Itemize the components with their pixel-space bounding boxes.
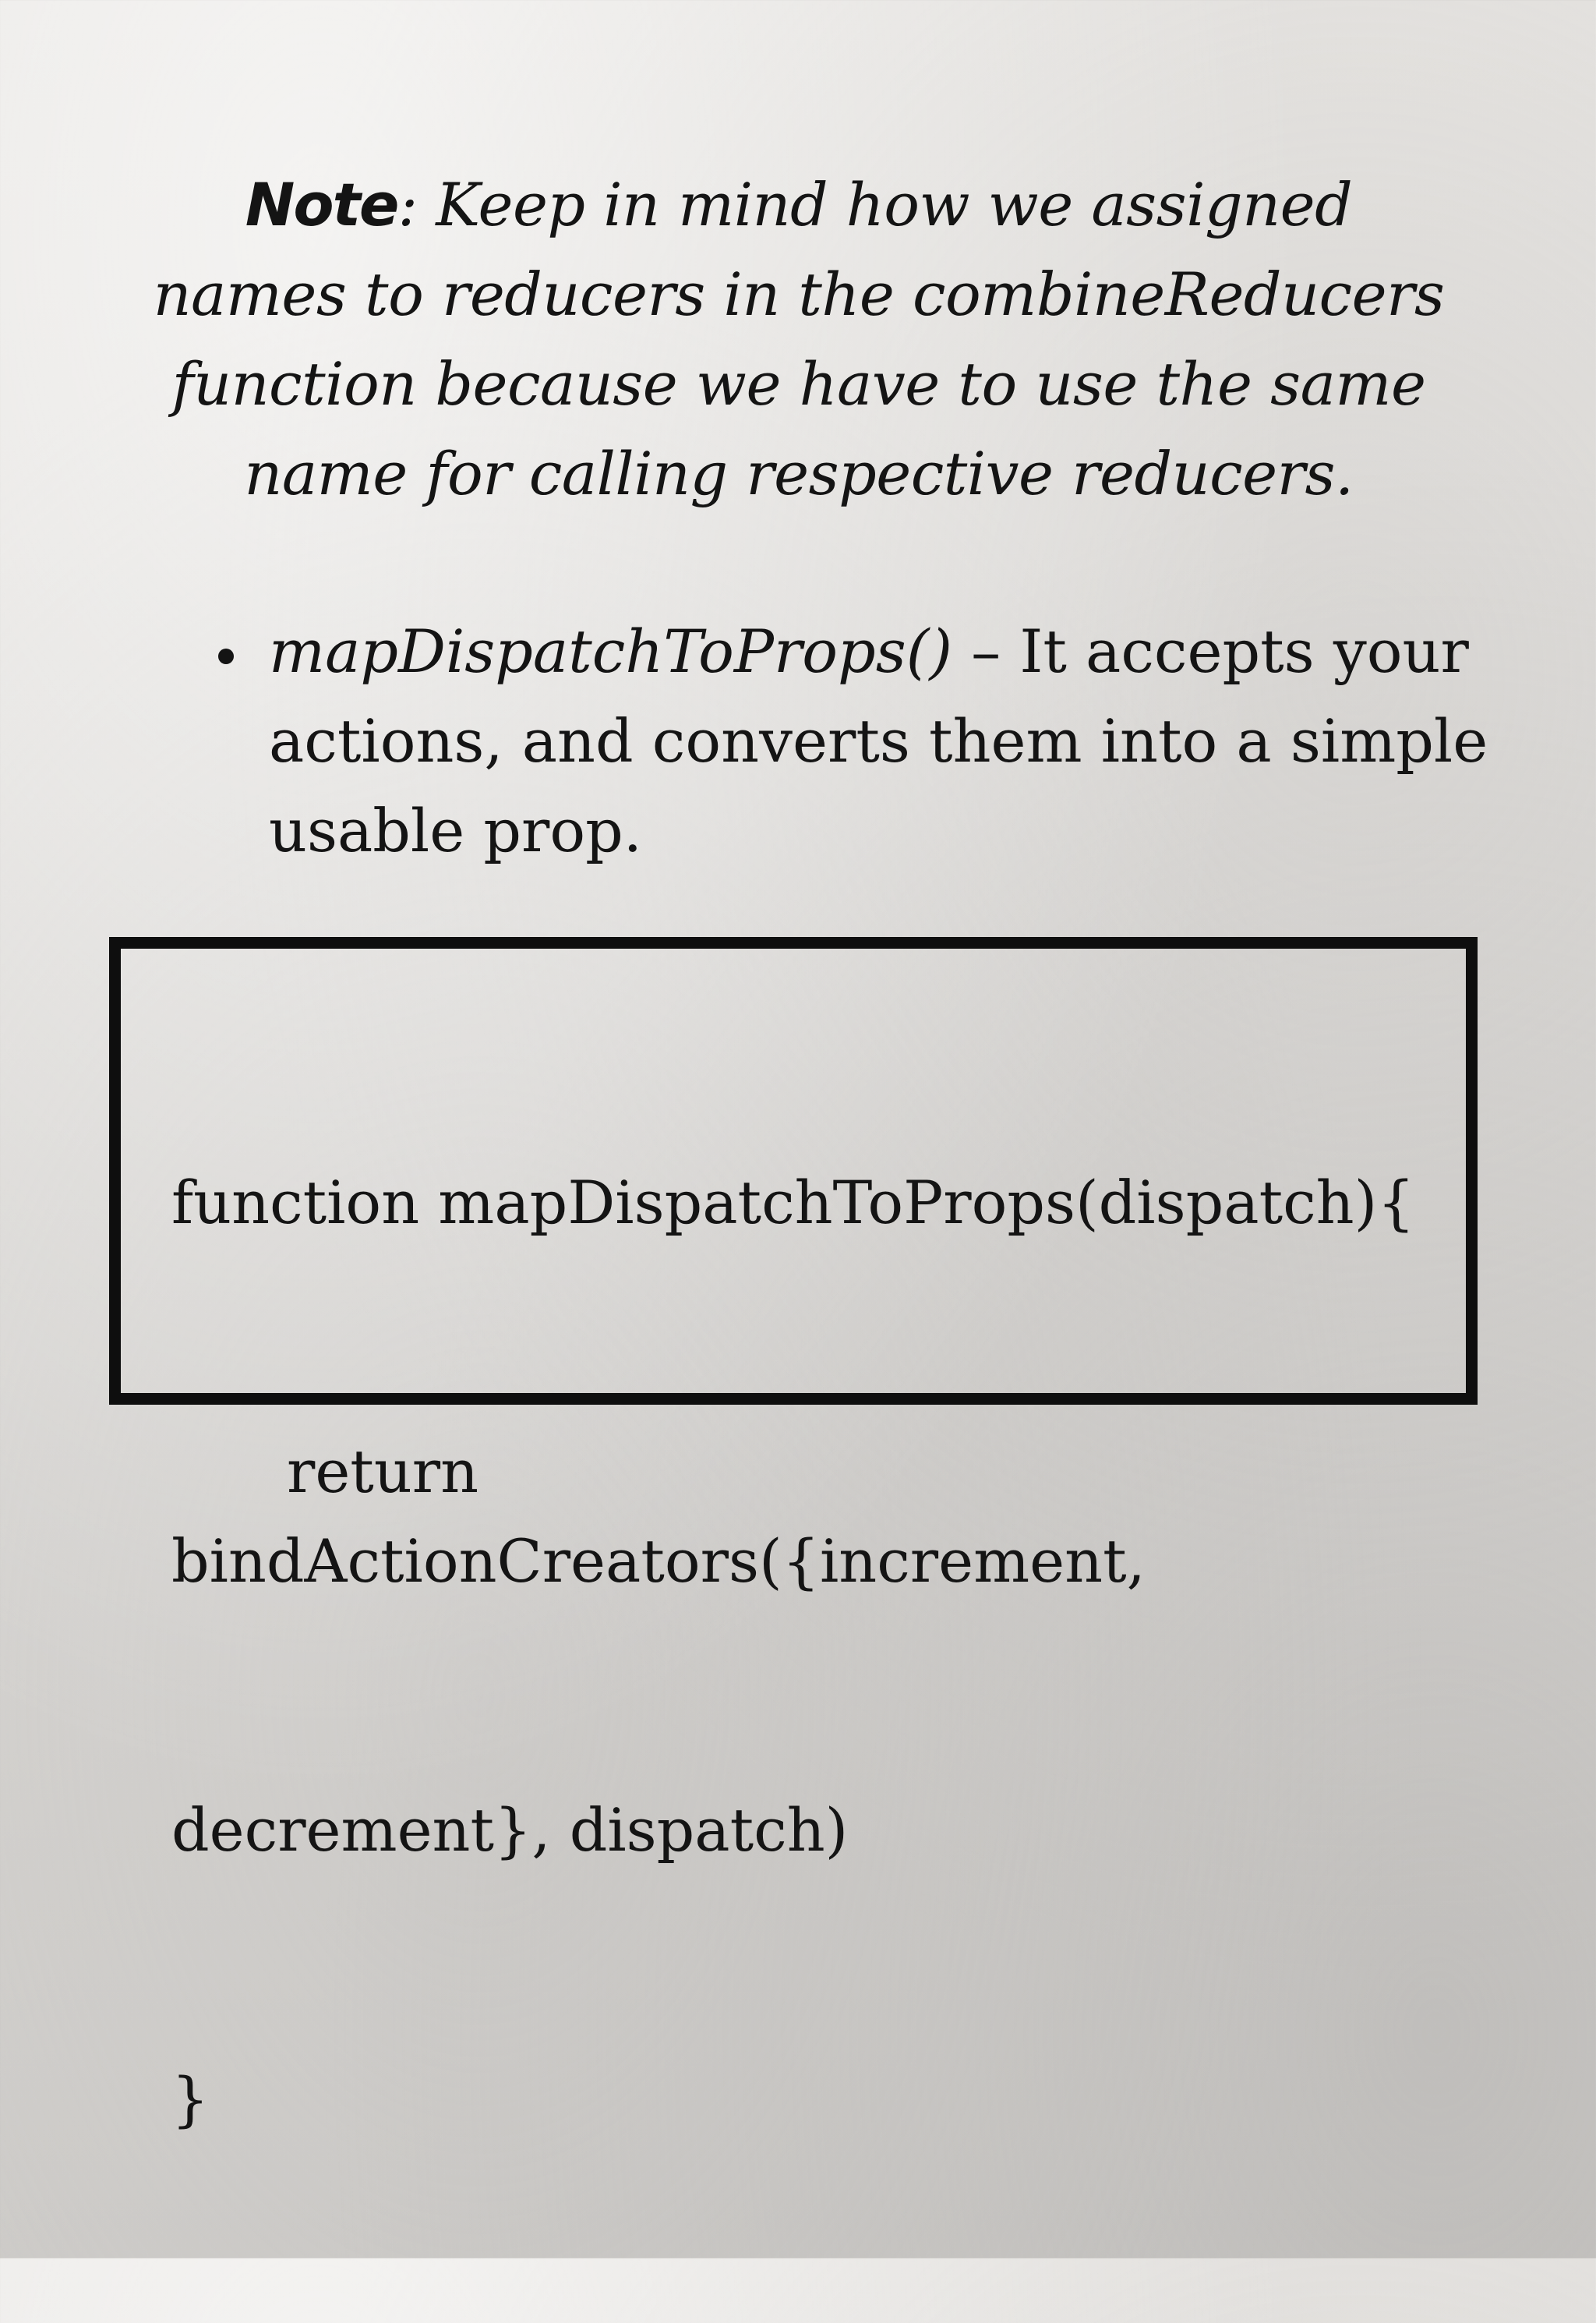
code-line-2 (171, 1427, 1465, 1606)
code-box (109, 937, 1478, 2134)
code-line-2-text: return bindActionCreators({increment, (171, 1437, 1146, 1596)
bullet-description: – It accepts your actions, and converts them into a simple usable prop. (269, 617, 1488, 865)
note-paragraph (148, 160, 1449, 518)
code-block (171, 978, 1465, 2323)
bullet-dot-icon (218, 649, 234, 664)
code-line-1: function mapDispatchToProps(dispatch){ (171, 1168, 1415, 1237)
code-line-3: decrement}, dispatch) (171, 1795, 849, 1865)
note-text: : Keep in mind how we assigned names to reducers in the combineReducers function because we have to use the same name for calling respective reducers. (153, 170, 1445, 508)
note-label: Note (245, 170, 398, 239)
code-line-4: } (171, 2064, 210, 2134)
bullet-term: mapDispatchToProps() (269, 617, 953, 686)
bullet-text (269, 606, 1500, 875)
